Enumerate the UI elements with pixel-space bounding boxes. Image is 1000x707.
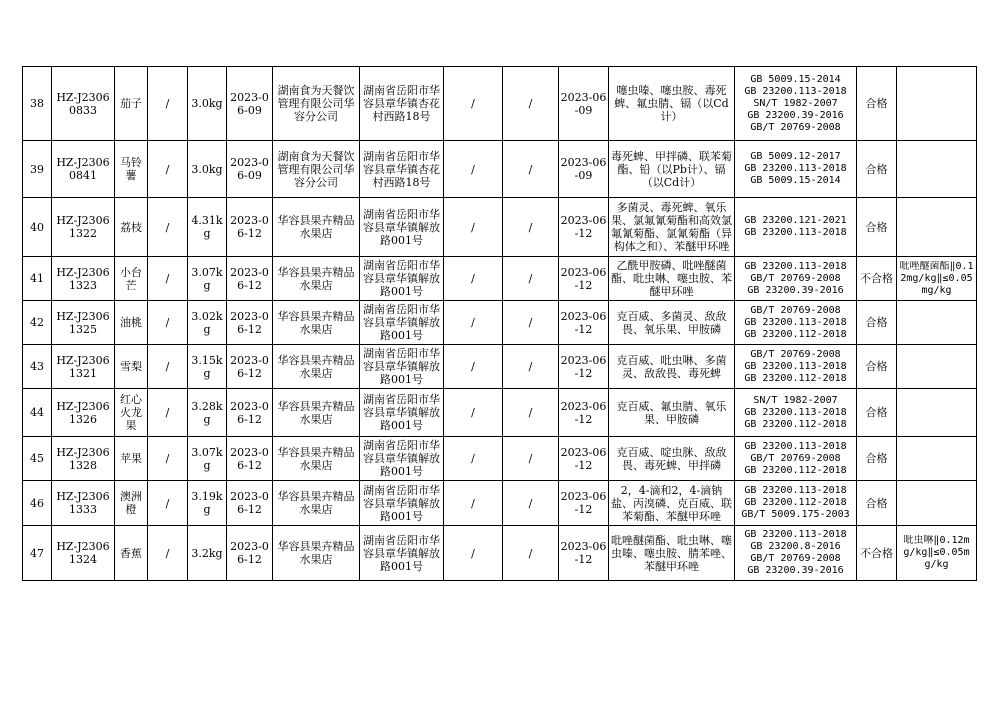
sample-name: 苹果 xyxy=(115,437,148,481)
company-address: 湖南省岳阳市华容县章华镇解放路001号 xyxy=(360,345,444,389)
test-date: 2023-06-12 xyxy=(559,301,609,345)
company-name: 华容县果卉精品水果店 xyxy=(273,481,360,526)
standard-line: GB/T 20769-2008 xyxy=(750,452,841,464)
note: 吡唑醚菌酯‖0.12mg/kg‖≤0.05mg/kg xyxy=(897,257,977,301)
sample-code: HZ-J23061324 xyxy=(52,526,115,581)
table-row xyxy=(23,301,977,345)
test-items: 吡唑醚菌酯、吡虫啉、噻虫嗪、噻虫胺、腈苯唑、苯醚甲环唑 xyxy=(609,526,735,581)
column-9: / xyxy=(503,389,559,437)
column-8: / xyxy=(444,526,503,581)
column-8: / xyxy=(444,345,503,389)
test-result: 合格 xyxy=(857,198,897,257)
standard-line: GB 23200.112-2018 xyxy=(744,497,847,508)
sample-code: HZ-J23061323 xyxy=(52,257,115,301)
sample-code: HZ-J23061322 xyxy=(52,198,115,257)
test-standards xyxy=(735,437,857,481)
test-date: 2023-06-12 xyxy=(559,345,609,389)
test-result: 合格 xyxy=(857,67,897,141)
note xyxy=(897,389,977,437)
table-row xyxy=(23,481,977,526)
sample-code: HZ-J23061321 xyxy=(52,345,115,389)
column-9: / xyxy=(503,141,559,198)
column-9: / xyxy=(503,437,559,481)
row-number: 42 xyxy=(23,301,52,345)
standard-line: GB 23200.39-2016 xyxy=(747,565,844,576)
standard-line: GB 23200.112-2018 xyxy=(744,328,847,340)
standard-line: GB 23200.113-2018 xyxy=(744,227,847,238)
spec: / xyxy=(148,257,188,301)
sample-code: HZ-J23061333 xyxy=(52,481,115,526)
standard-line: GB 23200.113-2018 xyxy=(744,260,847,272)
standard-line: GB 23200.121-2021 xyxy=(744,215,847,226)
sample-name: 马铃薯 xyxy=(115,141,148,198)
production-date: 2023-06-12 xyxy=(227,301,273,345)
test-result: 合格 xyxy=(857,481,897,526)
quantity: 3.0kg xyxy=(188,67,227,141)
test-date: 2023-06-12 xyxy=(559,437,609,481)
row-number: 41 xyxy=(23,257,52,301)
standard-line: GB/T 20769-2008 xyxy=(750,121,841,133)
company-name: 湖南食为天餐饮管理有限公司华容分公司 xyxy=(273,67,360,141)
sample-name: 小台芒 xyxy=(115,257,148,301)
test-items: 多菌灵、毒死蜱、氧乐果、氯氟氰菊酯和高效氯氟氰菊酯、氯氰菊酯（异构体之和）、苯醚甲环唑 xyxy=(609,198,735,257)
company-name: 华容县果卉精品水果店 xyxy=(273,345,360,389)
spec: / xyxy=(148,141,188,198)
test-standards xyxy=(735,481,857,526)
standard-line: GB 23200.113-2018 xyxy=(744,440,847,452)
standard-line: SN/T 1982-2007 xyxy=(753,394,838,406)
standard-line: GB/T 20769-2008 xyxy=(750,304,841,316)
quantity: 3.0kg xyxy=(188,141,227,198)
production-date: 2023-06-12 xyxy=(227,257,273,301)
table-row xyxy=(23,437,977,481)
company-address: 湖南省岳阳市华容县章华镇解放路001号 xyxy=(360,437,444,481)
test-items: 克百威、多菌灵、敌敌畏、氧乐果、甲胺磷 xyxy=(609,301,735,345)
production-date: 2023-06-12 xyxy=(227,345,273,389)
test-standards xyxy=(735,141,857,198)
note xyxy=(897,437,977,481)
test-standards xyxy=(735,257,857,301)
row-number: 44 xyxy=(23,389,52,437)
sample-name: 雪梨 xyxy=(115,345,148,389)
test-date: 2023-06-12 xyxy=(559,198,609,257)
inspection-results-table xyxy=(22,66,977,581)
row-number: 45 xyxy=(23,437,52,481)
standard-line: GB 5009.15-2014 xyxy=(750,73,841,85)
sample-name: 澳洲橙 xyxy=(115,481,148,526)
standard-line: GB 23200.113-2018 xyxy=(744,360,847,372)
standard-line: GB 5009.12-2017 xyxy=(750,151,841,162)
test-standards xyxy=(735,301,857,345)
column-9: / xyxy=(503,301,559,345)
standard-line: SN/T 1982-2007 xyxy=(753,97,838,109)
test-date: 2023-06-09 xyxy=(559,67,609,141)
standard-line: GB 23200.113-2018 xyxy=(744,316,847,328)
test-result: 不合格 xyxy=(857,526,897,581)
column-9: / xyxy=(503,481,559,526)
standard-line: GB/T 5009.175-2003 xyxy=(741,509,850,520)
sample-code: HZ-J23061325 xyxy=(52,301,115,345)
standard-line: GB 5009.15-2014 xyxy=(750,175,841,186)
note xyxy=(897,481,977,526)
company-name: 华容县果卉精品水果店 xyxy=(273,389,360,437)
standard-line: GB 23200.113-2018 xyxy=(744,85,847,97)
table-row xyxy=(23,67,977,141)
standard-line: GB 23200.112-2018 xyxy=(744,372,847,384)
quantity: 3.07kg xyxy=(188,437,227,481)
company-address: 湖南省岳阳市华容县章华镇解放路001号 xyxy=(360,301,444,345)
standard-line: GB 23200.113-2018 xyxy=(744,406,847,418)
test-standards xyxy=(735,67,857,141)
row-number: 43 xyxy=(23,345,52,389)
sample-name: 香蕉 xyxy=(115,526,148,581)
production-date: 2023-06-12 xyxy=(227,389,273,437)
test-items: 乙酰甲胺磷、吡唑醚菌酯、吡虫啉、噻虫胺、苯醚甲环唑 xyxy=(609,257,735,301)
test-result: 合格 xyxy=(857,141,897,198)
row-number: 39 xyxy=(23,141,52,198)
test-date: 2023-06-12 xyxy=(559,389,609,437)
sample-code: HZ-J23061328 xyxy=(52,437,115,481)
production-date: 2023-06-12 xyxy=(227,437,273,481)
company-name: 华容县果卉精品水果店 xyxy=(273,301,360,345)
row-number: 38 xyxy=(23,67,52,141)
table-row xyxy=(23,526,977,581)
standard-line: GB 23200.113-2018 xyxy=(744,485,847,496)
test-items: 噻虫嗪、噻虫胺、毒死蜱、氟虫腈、镉（以Cd计） xyxy=(609,67,735,141)
quantity: 3.07kg xyxy=(188,257,227,301)
row-number: 40 xyxy=(23,198,52,257)
table-body xyxy=(23,67,977,581)
standard-line: GB 23200.112-2018 xyxy=(744,464,847,476)
quantity: 3.28kg xyxy=(188,389,227,437)
test-items: 克百威、啶虫脒、敌敌畏、毒死蜱、甲拌磷 xyxy=(609,437,735,481)
column-8: / xyxy=(444,257,503,301)
note xyxy=(897,198,977,257)
production-date: 2023-06-12 xyxy=(227,198,273,257)
column-9: / xyxy=(503,345,559,389)
row-number: 47 xyxy=(23,526,52,581)
production-date: 2023-06-09 xyxy=(227,141,273,198)
table-row xyxy=(23,141,977,198)
spec: / xyxy=(148,301,188,345)
quantity: 3.15kg xyxy=(188,345,227,389)
company-name: 华容县果卉精品水果店 xyxy=(273,257,360,301)
standard-line: GB 23200.113-2018 xyxy=(744,163,847,174)
company-address: 湖南省岳阳市华容县章华镇解放路001号 xyxy=(360,526,444,581)
company-name: 华容县果卉精品水果店 xyxy=(273,437,360,481)
column-8: / xyxy=(444,198,503,257)
spec: / xyxy=(148,437,188,481)
test-standards xyxy=(735,345,857,389)
sample-name: 荔枝 xyxy=(115,198,148,257)
note xyxy=(897,345,977,389)
company-address: 湖南省岳阳市华容县章华镇解放路001号 xyxy=(360,198,444,257)
sample-code: HZ-J23060841 xyxy=(52,141,115,198)
test-standards xyxy=(735,526,857,581)
column-9: / xyxy=(503,526,559,581)
quantity: 4.31kg xyxy=(188,198,227,257)
column-8: / xyxy=(444,141,503,198)
table-row xyxy=(23,257,977,301)
test-standards xyxy=(735,389,857,437)
production-date: 2023-06-09 xyxy=(227,67,273,141)
column-9: / xyxy=(503,257,559,301)
test-result: 不合格 xyxy=(857,257,897,301)
test-result: 合格 xyxy=(857,437,897,481)
sample-name: 茄子 xyxy=(115,67,148,141)
table-row xyxy=(23,389,977,437)
quantity: 3.02kg xyxy=(188,301,227,345)
sample-code: HZ-J23061326 xyxy=(52,389,115,437)
row-number: 46 xyxy=(23,481,52,526)
company-address: 湖南省岳阳市华容县章华镇杏花村西路18号 xyxy=(360,67,444,141)
note xyxy=(897,141,977,198)
test-items: 克百威、氟虫腈、氧乐果、甲胺磷 xyxy=(609,389,735,437)
test-items: 克百威、吡虫啉、多菌灵、敌敌畏、毒死蜱 xyxy=(609,345,735,389)
company-name: 华容县果卉精品水果店 xyxy=(273,526,360,581)
column-8: / xyxy=(444,301,503,345)
standard-line: GB 23200.39-2016 xyxy=(747,109,844,121)
spec: / xyxy=(148,67,188,141)
production-date: 2023-06-12 xyxy=(227,481,273,526)
company-name: 华容县果卉精品水果店 xyxy=(273,198,360,257)
table-row xyxy=(23,345,977,389)
table-row xyxy=(23,198,977,257)
standard-line: GB/T 20769-2008 xyxy=(750,348,841,360)
test-date: 2023-06-12 xyxy=(559,481,609,526)
column-8: / xyxy=(444,67,503,141)
test-result: 合格 xyxy=(857,389,897,437)
note xyxy=(897,67,977,141)
sample-name: 红心火龙果 xyxy=(115,389,148,437)
production-date: 2023-06-12 xyxy=(227,526,273,581)
sample-name: 油桃 xyxy=(115,301,148,345)
test-date: 2023-06-09 xyxy=(559,141,609,198)
company-address: 湖南省岳阳市华容县章华镇解放路001号 xyxy=(360,257,444,301)
test-items: 毒死蜱、甲拌磷、联苯菊酯、铅（以Pb计）、镉（以Cd计） xyxy=(609,141,735,198)
company-address: 湖南省岳阳市华容县章华镇解放路001号 xyxy=(360,389,444,437)
test-date: 2023-06-12 xyxy=(559,526,609,581)
note: 吡虫啉‖0.12mg/kg‖≤0.05mg/kg xyxy=(897,526,977,581)
spec: / xyxy=(148,481,188,526)
spec: / xyxy=(148,526,188,581)
company-address: 湖南省岳阳市华容县章华镇杏花村西路18号 xyxy=(360,141,444,198)
quantity: 3.19kg xyxy=(188,481,227,526)
column-8: / xyxy=(444,437,503,481)
test-result: 合格 xyxy=(857,301,897,345)
company-name: 湖南食为天餐饮管理有限公司华容分公司 xyxy=(273,141,360,198)
standard-line: GB/T 20769-2008 xyxy=(750,272,841,284)
test-result: 合格 xyxy=(857,345,897,389)
standard-line: GB 23200.113-2018 xyxy=(744,529,847,540)
standard-line: GB/T 20769-2008 xyxy=(750,553,841,564)
test-items: 2，4-滴和2，4-滴钠盐、丙溴磷、克百威、联苯菊酯、苯醚甲环唑 xyxy=(609,481,735,526)
column-9: / xyxy=(503,198,559,257)
note xyxy=(897,301,977,345)
company-address: 湖南省岳阳市华容县章华镇解放路001号 xyxy=(360,481,444,526)
standard-line: GB 23200.112-2018 xyxy=(744,418,847,430)
column-9: / xyxy=(503,67,559,141)
test-standards xyxy=(735,198,857,257)
spec: / xyxy=(148,198,188,257)
spec: / xyxy=(148,345,188,389)
quantity: 3.2kg xyxy=(188,526,227,581)
spec: / xyxy=(148,389,188,437)
column-8: / xyxy=(444,481,503,526)
standard-line: GB 23200.8-2016 xyxy=(750,541,841,552)
sample-code: HZ-J23060833 xyxy=(52,67,115,141)
standard-line: GB 23200.39-2016 xyxy=(747,284,844,296)
column-8: / xyxy=(444,389,503,437)
test-date: 2023-06-12 xyxy=(559,257,609,301)
